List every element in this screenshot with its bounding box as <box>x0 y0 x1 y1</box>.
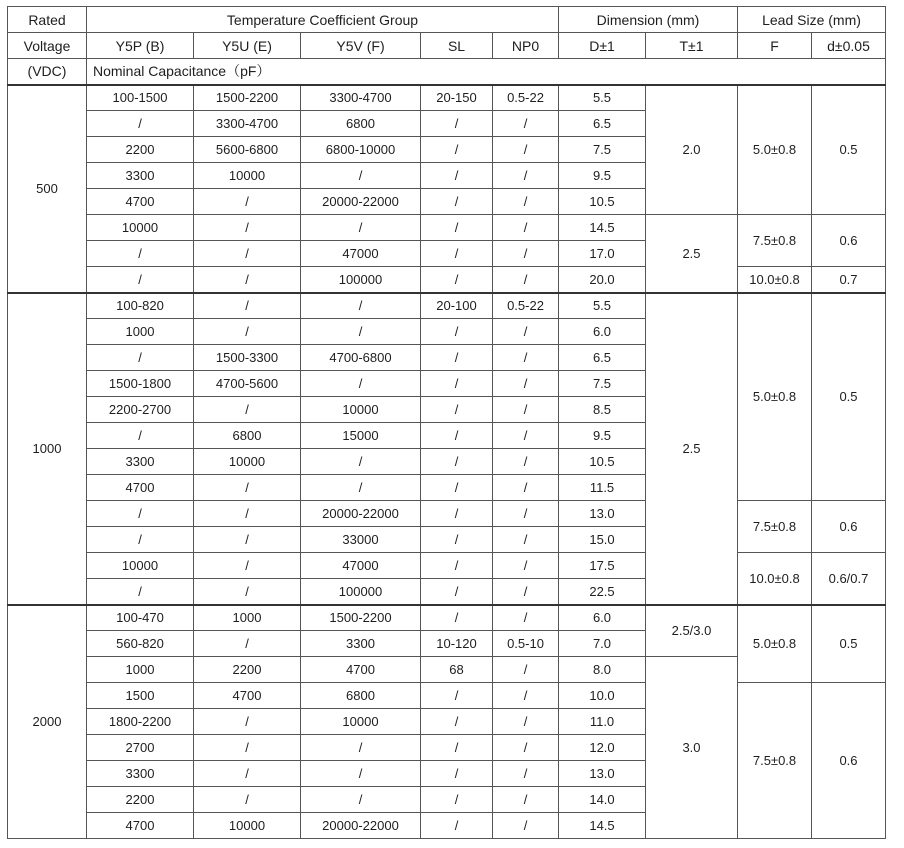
y5v-cell: 20000-22000 <box>301 813 421 839</box>
d-cell: 10.0 <box>559 683 646 709</box>
t-cell: 2.0 <box>646 85 738 215</box>
sl-cell: / <box>421 267 493 293</box>
d-cell: 9.5 <box>559 163 646 189</box>
sl-cell: / <box>421 319 493 345</box>
y5u-cell: 10000 <box>194 163 301 189</box>
y5p-cell: 4700 <box>87 475 194 501</box>
y5p-cell: 4700 <box>87 813 194 839</box>
d-cell: 17.0 <box>559 241 646 267</box>
lead-d-cell: 0.6 <box>812 215 886 267</box>
np0-cell: / <box>493 345 559 371</box>
y5v-cell: / <box>301 787 421 813</box>
y5u-cell: 1500-3300 <box>194 345 301 371</box>
np0-cell: / <box>493 241 559 267</box>
y5p-cell: 100-470 <box>87 605 194 631</box>
capacitor-spec-table <box>7 6 886 839</box>
y5p-cell: 2700 <box>87 735 194 761</box>
y5p-cell: 100-820 <box>87 293 194 319</box>
sl-cell: / <box>421 163 493 189</box>
np0-cell: / <box>493 761 559 787</box>
y5p-cell: 2200 <box>87 137 194 163</box>
y5p-cell: 10000 <box>87 553 194 579</box>
y5v-cell: / <box>301 735 421 761</box>
np0-cell: / <box>493 657 559 683</box>
y5v-cell: / <box>301 215 421 241</box>
y5v-cell: / <box>301 293 421 319</box>
np0-cell: / <box>493 267 559 293</box>
y5u-cell: 1000 <box>194 605 301 631</box>
sl-cell: / <box>421 527 493 553</box>
d-cell: 13.0 <box>559 501 646 527</box>
sl-cell: / <box>421 137 493 163</box>
sl-cell: / <box>421 501 493 527</box>
lead-f-cell: 5.0±0.8 <box>738 85 812 215</box>
table-row <box>8 293 886 319</box>
y5v-cell: 1500-2200 <box>301 605 421 631</box>
sl-cell: / <box>421 241 493 267</box>
table-row <box>8 605 886 631</box>
d-cell: 5.5 <box>559 85 646 111</box>
y5p-cell: / <box>87 423 194 449</box>
lead-d-cell: 0.5 <box>812 85 886 215</box>
sl-cell: / <box>421 371 493 397</box>
table-row <box>8 553 886 579</box>
y5u-cell: / <box>194 189 301 215</box>
y5p-cell: / <box>87 501 194 527</box>
col-header-y5v: Y5V (F) <box>301 33 421 59</box>
np0-cell: / <box>493 553 559 579</box>
y5u-cell: 4700-5600 <box>194 371 301 397</box>
d-cell: 20.0 <box>559 267 646 293</box>
y5u-cell: / <box>194 527 301 553</box>
y5v-cell: / <box>301 319 421 345</box>
np0-cell: 0.5-22 <box>493 85 559 111</box>
np0-cell: / <box>493 215 559 241</box>
lead-f-cell: 10.0±0.8 <box>738 267 812 293</box>
d-cell: 6.0 <box>559 605 646 631</box>
y5v-cell: 6800 <box>301 683 421 709</box>
y5v-cell: 6800 <box>301 111 421 137</box>
y5v-cell: / <box>301 371 421 397</box>
y5p-cell: 4700 <box>87 189 194 215</box>
lead-d-cell: 0.6/0.7 <box>812 553 886 605</box>
sl-cell: / <box>421 397 493 423</box>
np0-cell: / <box>493 787 559 813</box>
y5v-cell: 100000 <box>301 579 421 605</box>
d-cell: 9.5 <box>559 423 646 449</box>
table-row <box>8 501 886 527</box>
lead-f-cell: 7.5±0.8 <box>738 501 812 553</box>
lead-f-cell: 7.5±0.8 <box>738 215 812 267</box>
t-cell: 2.5 <box>646 293 738 605</box>
y5v-cell: 10000 <box>301 397 421 423</box>
y5u-cell: / <box>194 787 301 813</box>
np0-cell: / <box>493 579 559 605</box>
np0-cell: / <box>493 111 559 137</box>
sl-cell: 10-120 <box>421 631 493 657</box>
d-cell: 12.0 <box>559 735 646 761</box>
d-cell: 17.5 <box>559 553 646 579</box>
y5v-cell: 4700-6800 <box>301 345 421 371</box>
lead-f-cell: 7.5±0.8 <box>738 683 812 839</box>
np0-cell: / <box>493 189 559 215</box>
d-cell: 14.0 <box>559 787 646 813</box>
t-cell: 3.0 <box>646 657 738 839</box>
np0-cell: / <box>493 709 559 735</box>
table-row <box>8 85 886 111</box>
y5p-cell: 2200 <box>87 787 194 813</box>
y5p-cell: 560-820 <box>87 631 194 657</box>
sl-cell: / <box>421 345 493 371</box>
col-header-lead-d: d±0.05 <box>812 33 886 59</box>
np0-cell: / <box>493 163 559 189</box>
y5p-cell: 100-1500 <box>87 85 194 111</box>
table-row <box>8 683 886 709</box>
col-header-np0: NP0 <box>493 33 559 59</box>
sl-cell: / <box>421 189 493 215</box>
sl-cell: / <box>421 553 493 579</box>
rated-voltage-header-line2: Voltage <box>8 33 87 59</box>
y5p-cell: 3300 <box>87 449 194 475</box>
sl-cell: / <box>421 579 493 605</box>
sl-cell: / <box>421 475 493 501</box>
y5u-cell: / <box>194 579 301 605</box>
d-cell: 11.5 <box>559 475 646 501</box>
np0-cell: / <box>493 683 559 709</box>
sl-cell: / <box>421 735 493 761</box>
y5p-cell: / <box>87 267 194 293</box>
d-cell: 8.0 <box>559 657 646 683</box>
d-cell: 6.5 <box>559 345 646 371</box>
sl-cell: / <box>421 709 493 735</box>
d-cell: 14.5 <box>559 215 646 241</box>
y5p-cell: 1000 <box>87 319 194 345</box>
sl-cell: 20-150 <box>421 85 493 111</box>
y5v-cell: 47000 <box>301 241 421 267</box>
temp-coefficient-group-header: Temperature Coefficient Group <box>87 7 559 33</box>
np0-cell: / <box>493 397 559 423</box>
y5p-cell: 1500 <box>87 683 194 709</box>
y5v-cell: 3300 <box>301 631 421 657</box>
y5v-cell: / <box>301 761 421 787</box>
sl-cell: / <box>421 813 493 839</box>
d-cell: 7.5 <box>559 137 646 163</box>
spec-table-body <box>8 85 886 839</box>
sl-cell: / <box>421 423 493 449</box>
y5p-cell: 3300 <box>87 163 194 189</box>
y5p-cell: 1500-1800 <box>87 371 194 397</box>
y5u-cell: / <box>194 267 301 293</box>
y5v-cell: / <box>301 475 421 501</box>
y5u-cell: / <box>194 475 301 501</box>
col-header-d: D±1 <box>559 33 646 59</box>
y5u-cell: / <box>194 735 301 761</box>
d-cell: 22.5 <box>559 579 646 605</box>
y5u-cell: 6800 <box>194 423 301 449</box>
y5u-cell: 4700 <box>194 683 301 709</box>
lead-d-cell: 0.5 <box>812 293 886 501</box>
d-cell: 15.0 <box>559 527 646 553</box>
sl-cell: / <box>421 111 493 137</box>
d-cell: 10.5 <box>559 189 646 215</box>
y5u-cell: 10000 <box>194 813 301 839</box>
y5v-cell: 10000 <box>301 709 421 735</box>
y5p-cell: / <box>87 111 194 137</box>
y5u-cell: / <box>194 553 301 579</box>
lead-f-cell: 5.0±0.8 <box>738 605 812 683</box>
np0-cell: / <box>493 735 559 761</box>
y5u-cell: / <box>194 397 301 423</box>
y5v-cell: 4700 <box>301 657 421 683</box>
lead-size-header: Lead Size (mm) <box>738 7 886 33</box>
table-row <box>8 267 886 293</box>
y5u-cell: 3300-4700 <box>194 111 301 137</box>
lead-d-cell: 0.6 <box>812 501 886 553</box>
np0-cell: / <box>493 137 559 163</box>
y5v-cell: 3300-4700 <box>301 85 421 111</box>
np0-cell: / <box>493 319 559 345</box>
nominal-capacitance-header: Nominal Capacitance（pF） <box>87 59 886 85</box>
y5u-cell: 10000 <box>194 449 301 475</box>
y5u-cell: 2200 <box>194 657 301 683</box>
col-header-y5p: Y5P (B) <box>87 33 194 59</box>
d-cell: 10.5 <box>559 449 646 475</box>
y5v-cell: 20000-22000 <box>301 189 421 215</box>
y5v-cell: 33000 <box>301 527 421 553</box>
np0-cell: 0.5-22 <box>493 293 559 319</box>
sl-cell: / <box>421 605 493 631</box>
sl-cell: / <box>421 683 493 709</box>
d-cell: 6.5 <box>559 111 646 137</box>
y5v-cell: / <box>301 163 421 189</box>
y5p-cell: / <box>87 579 194 605</box>
lead-f-cell: 10.0±0.8 <box>738 553 812 605</box>
y5u-cell: 1500-2200 <box>194 85 301 111</box>
y5u-cell: / <box>194 319 301 345</box>
d-cell: 5.5 <box>559 293 646 319</box>
table-row <box>8 215 886 241</box>
np0-cell: / <box>493 501 559 527</box>
np0-cell: / <box>493 371 559 397</box>
dimension-header: Dimension (mm) <box>559 7 738 33</box>
y5p-cell: 3300 <box>87 761 194 787</box>
y5u-cell: / <box>194 631 301 657</box>
d-cell: 8.5 <box>559 397 646 423</box>
y5u-cell: / <box>194 241 301 267</box>
col-header-sl: SL <box>421 33 493 59</box>
rated-voltage-header-line3: (VDC) <box>8 59 87 85</box>
sl-cell: 20-100 <box>421 293 493 319</box>
col-header-f: F <box>738 33 812 59</box>
np0-cell: / <box>493 475 559 501</box>
np0-cell: 0.5-10 <box>493 631 559 657</box>
y5u-cell: / <box>194 709 301 735</box>
np0-cell: / <box>493 423 559 449</box>
y5u-cell: / <box>194 761 301 787</box>
y5v-cell: 15000 <box>301 423 421 449</box>
y5v-cell: 47000 <box>301 553 421 579</box>
y5u-cell: / <box>194 501 301 527</box>
np0-cell: / <box>493 449 559 475</box>
d-cell: 13.0 <box>559 761 646 787</box>
y5v-cell: 6800-10000 <box>301 137 421 163</box>
rated-voltage-header-line1: Rated <box>8 7 87 33</box>
d-cell: 6.0 <box>559 319 646 345</box>
y5u-cell: / <box>194 293 301 319</box>
sl-cell: / <box>421 761 493 787</box>
d-cell: 7.5 <box>559 371 646 397</box>
sl-cell: 68 <box>421 657 493 683</box>
y5p-cell: / <box>87 241 194 267</box>
y5v-cell: / <box>301 449 421 475</box>
sl-cell: / <box>421 787 493 813</box>
voltage-cell: 2000 <box>8 605 87 839</box>
y5p-cell: 10000 <box>87 215 194 241</box>
y5u-cell: / <box>194 215 301 241</box>
y5p-cell: 2200-2700 <box>87 397 194 423</box>
np0-cell: / <box>493 605 559 631</box>
t-cell: 2.5/3.0 <box>646 605 738 657</box>
col-header-y5u: Y5U (E) <box>194 33 301 59</box>
y5u-cell: 5600-6800 <box>194 137 301 163</box>
np0-cell: / <box>493 813 559 839</box>
lead-d-cell: 0.7 <box>812 267 886 293</box>
voltage-cell: 1000 <box>8 293 87 605</box>
y5p-cell: 1800-2200 <box>87 709 194 735</box>
d-cell: 14.5 <box>559 813 646 839</box>
lead-d-cell: 0.6 <box>812 683 886 839</box>
col-header-t: T±1 <box>646 33 738 59</box>
np0-cell: / <box>493 527 559 553</box>
t-cell: 2.5 <box>646 215 738 293</box>
sl-cell: / <box>421 449 493 475</box>
y5p-cell: 1000 <box>87 657 194 683</box>
y5p-cell: / <box>87 345 194 371</box>
y5p-cell: / <box>87 527 194 553</box>
y5v-cell: 20000-22000 <box>301 501 421 527</box>
lead-f-cell: 5.0±0.8 <box>738 293 812 501</box>
y5v-cell: 100000 <box>301 267 421 293</box>
d-cell: 7.0 <box>559 631 646 657</box>
d-cell: 11.0 <box>559 709 646 735</box>
lead-d-cell: 0.5 <box>812 605 886 683</box>
voltage-cell: 500 <box>8 85 87 293</box>
sl-cell: / <box>421 215 493 241</box>
